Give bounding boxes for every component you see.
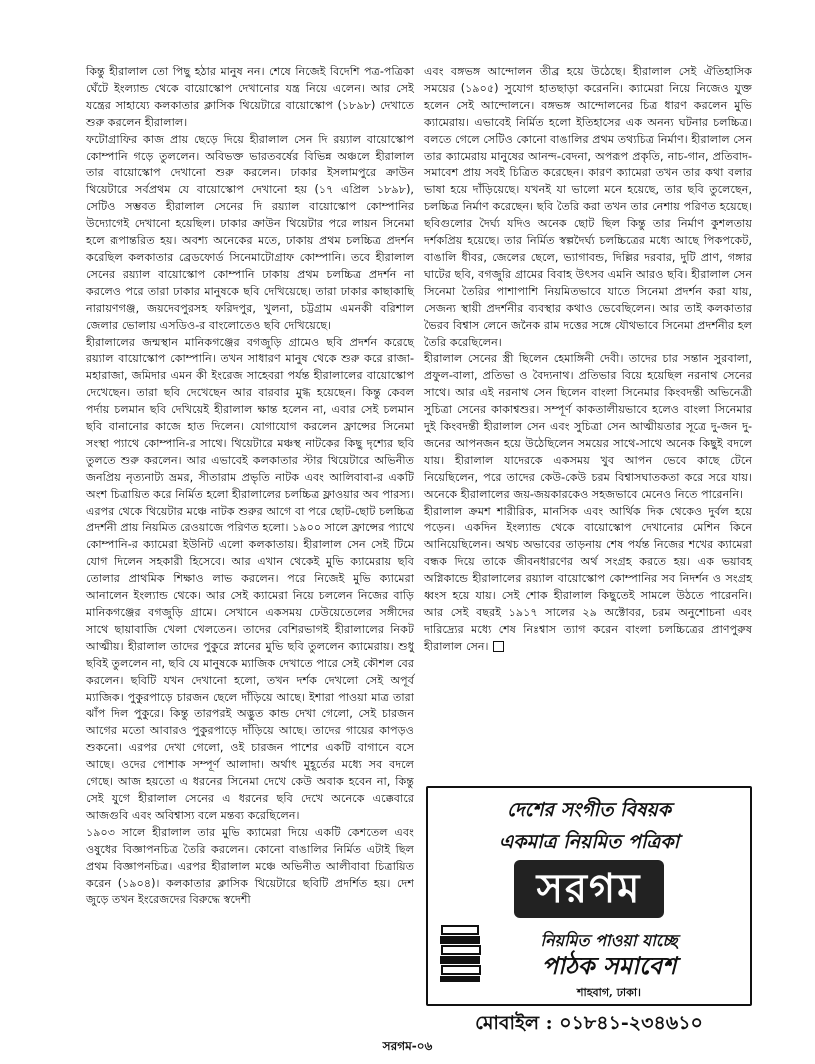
article-column-left xyxy=(86,64,414,909)
paragraph: হীরালাল সেনের স্ত্রী ছিলেন হেমাঙ্গিনী দেবী। তাদের চার সন্তান সুরবালা, প্রফুল-বালা, প্রতিভা ও বৈদ্যনাথ। প্রতিভার বিয়ে হয়েছিল নরনাথ সেনের সাথে। আর এই নরনাথ সেন ছিলেন বাংলা সিনেমার কিংবদন্তী অভিনেত্রী সুচিত্রা সেনের কাকাশ্বশুর। সম্পূর্ণ কাকতালীয়ভাবে হলেও বাংলা সিনেমার দুই কিংবদন্তী হীরালাল সেন এবং সুচিত্রা সেন আত্মীয়তার সূত্রে দু-জন দু-জনের আপনজন হয়ে উঠেছিলেন সময়ের সাথে-সাথে অনেক কিছুই বদলে যায়। হীরালাল যাদেরকে একসময় খুব আপন ভেবে কাছে টেনে নিয়েছিলেন, পরে তাদের কেউ-কেউ চরম বিশ্বাসঘাতকতা করে সরে যায়। অনেকে হীরালালের জয়-জয়কারকেও সহজভাবে মেনেও নিতে পারেননি। xyxy=(424,352,752,501)
paragraph-text: হীরালাল ক্রমশ শারীরিক, মানসিক এবং আর্থিক দিক থেকেও দুর্বল হয়ে পড়েন। একদিন ইংল্যান্ড থেকে বায়োস্কোপ দেখানোর মেশিন কিনে আনিয়েছিলেন। অথচ অভাবের তাড়নায় শেষ পর্যন্ত নিজের শখের ক্যামেরা বন্ধক দিয়ে তাকে জীবনধারণের অর্থ সংগ্রহ করতে হয়। এক ভয়াবহ অগ্নিকান্ডে হীরালালের রয়্যাল বায়োস্কোপ কোম্পানির সব নিদর্শন ও সংগ্রহ ধ্বংস হয়ে যায়। সেই শোক হীরালাল কিছুতেই সামলে উঠতে পারেননি। আর সেই বছরই ১৯১৭ সালের ২৯ অক্টোবর, চরম অনুশোচনা এবং দারিদ্র্যের মধ্যে শেষ নিঃশ্বাস ত্যাগ করেন বাংলা চলচ্চিত্রের প্রাণপুরুষ হীরালাল সেন। xyxy=(424,504,752,653)
page-number: সরগম-০৬ xyxy=(382,1039,433,1053)
paragraph: হীরালালের জন্মস্থান মানিকগঞ্জের বগজুড়ি গ্রামেও ছবি প্রদর্শন করেছে রয়্যাল বায়োস্কোপ কোম্পানি। তখন সাধারণ মানুষ থেকে শুরু করে রাজা-মহারাজা, জমিদার এমন কী ইংরেজ সাহেবরা পর্যন্ত হীরালালের বায়োস্কোপ দেখেছেন। তারা ছবি দেখেছেন আর বারবার মুগ্ধ হয়েছেন। কিন্তু কেবল পর্দায় চলমান ছবি দেখিয়েই হীরালাল ক্ষান্ত হলেন না, এবার সেই চলমান ছবি বানানোর কাজে হাত দিলেন। যোগাযোগ করলেন ফ্রান্সের সিনেমা সংস্থা প্যাথে কোম্পানি-র সাথে। থিয়েটারে মঞ্চস্থ নাটকের কিছু দৃশ্যের ছবি তুলতে শুরু করলেন। আর এভাবেই কলকাতার স্টার থিয়েটারে অভিনীত জনপ্রিয় নৃত্যনাট্য ভ্রমর, সীতারাম প্রভৃতি নাটক এবং আলিবাবা-র একটি অংশ চিত্রায়িত করে নির্মিত হলো হীরালালের চলচ্চিত্র ফ্লাওয়ার অব পারস্য। এরপর থেকে থিয়েটার মঞ্চে নাটক শুরুর আগে বা পরে ছোট-ছোট চলচ্চিত্র প্রদর্শনী প্রায় নিয়মিত রেওয়াজে পরিণত হলো। ১৯০০ সালে ফ্রান্সের প্যাথে কোম্পানি-র ক্যামেরা ইউনিট এলো কলকাতায়। হীরালাল সেন সেই টিমে যোগ দিলেন সহকারী হিসেবে। আর এখান থেকেই মুভি ক্যামেরায় ছবি তোলার প্রাথমিক শিক্ষাও লাভ করলেন। পরে নিজেই মুভি ক্যামেরা আনালেন ইংল্যান্ড থেকে। আর সেই ক্যামেরা নিয়ে চললেন নিজের বাড়ি মানিকগঞ্জের বগজুড়ি গ্রামে। সেখানে একসময় ঢেউয়েতেলের সঙ্গীদের সাথে ছায়াবাজি খেলা খেলতেন। তাদের বেশিরভাগই হীরালালের নিকট আত্মীয়। হীরালাল তাদের পুকুরে স্নানের মুভি ছবি তুললেন ক্যামেরায়। শুধু ছবিই তুললেন না, ছবি যে মানুষকে ম্যাজিক দেখাতে পারে সেই কৌশল বের করলেন। ছবিটি যখন দেখানো হলো, তখন দর্শক দেখলো সেই অপূর্ব ম্যাজিক। পুকুরপাড়ে চারজন ছেলে দাঁড়িয়ে আছে। ইশারা পাওয়া মাত্র তারা ঝাঁপ দিল পুকুরে। কিন্তু তারপরই অদ্ভুত কান্ড দেখা গেলো, সেই চারজন আগের মতো আবারও পুকুরপাড়ে দাঁড়িয়ে আছে। তাদের গায়ের কাপড়ও শুকনো। এরপর দেখা গেলো, ওই চারজন পাশের একটি বাগানে বসে আছে। ওদের পোশাক সম্পূর্ণ আলাদা। অর্থাৎ মুহূর্তের মধ্যে সব বদলে গেছে। আজ হয়তো এ ধরনের সিনেমা দেখে কেউ অবাক হবেন না, কিন্তু সেই যুগে হীরালাল সেনের এ ধরনের ছবি দেখে অনেকে এক্কেবারে আজগুবি এবং অবিশ্বাস্য বলে মন্তব্য করেছিলেন। xyxy=(86,335,414,822)
paragraph: কিন্তু হীরালাল তো পিছু হঠার মানুষ নন। শেষে নিজেই বিদেশি পত্র-পত্রিকা ঘেঁটে ইংল্যান্ড থেকে বায়োস্কোপ দেখানোর যন্ত্র নিয়ে এলেন। আর সেই যন্ত্রের সাহায্যে কলকাতার ক্লাসিক থিয়েটারে বায়োস্কোপ (১৮৯৮) দেখাতে শুরু করলেন হীরালাল। xyxy=(86,65,414,129)
article-column-right xyxy=(424,64,752,656)
paragraph-last xyxy=(424,504,752,656)
end-mark-icon xyxy=(493,641,504,652)
paragraph: এবং বঙ্গভঙ্গ আন্দোলন তীব্র হয়ে উঠেছে। হীরালাল সেই ঐতিহাসিক সময়ের (১৯০৫) সুযোগ হাতছাড়া করেননি। ক্যামেরা নিয়ে নিজেও যুক্ত হলেন সেই আন্দোলনে। বঙ্গভঙ্গ আন্দোলনের চিত্র ধারণ করলেন মুভি ক্যামেরায়। এভাবেই নির্মিত হলো ইতিহাসের এক অনন্য ঘটনার চলচ্চিত্র। বলতে গেলে সেটিও কোনো বাঙালির প্রথম তথ্যচিত্র নির্মাণ। হীরালাল সেন তার ক্যামেরায় মানুষের আনন্দ-বেদনা, অপরূপ প্রকৃতি, নাচ-গান, প্রতিবাদ-সমাবেশ প্রায় সবই চিত্রিত করেছেন। কারণ ক্যামেরা তখন তার কথা বলার ভাষা হয়ে দাঁড়িয়েছে। যখনই যা ভালো মনে হয়েছে, তার ছবি তুলেছেন, চলচ্চিত্র নির্মাণ করেছেন। ছবি তৈরি করা তখন তার নেশায় পরিণত হয়েছে। ছবিগুলোর দৈর্ঘ্য যদিও অনেক ছোট ছিল কিন্তু তার নির্মাণ কুশলতায় দর্শকপ্রিয় হয়েছে। তার নির্মিত স্বল্পদৈর্ঘ্য চলচ্চিত্রের মধ্যে আছে পিকপকেট, বাঙালি ধীবর, জেলের ছেলে, ভ্যাগাবন্ড, দিল্লির দরবার, দুটি প্রাণ, গঙ্গার ঘাটের ছবি, বগজুরি গ্রামের বিবাহ উৎসব এমনি আরও ছবি। হীরালাল সেন সিনেমা তৈরির পাশাপাশি নিয়মিতভাবে যাতে সিনেমা প্রদর্শন করা যায়, সেজন্য স্থায়ী প্রদর্শনীর ব্যবস্থার কথাও ভেবেছিলেন। আর তাই কলকাতার ভৈরব বিশ্বাস লেনে জনৈক রাম দত্তের সঙ্গে যৌথভাবে সিনেমা প্রদর্শনীর হল তৈরি করেছিলেন। xyxy=(424,65,752,349)
paragraph: ১৯০৩ সালে হীরালাল তার মুভি ক্যামেরা দিয়ে একটি কেশতেল এবং ওষুধের বিজ্ঞাপনচিত্র তৈরি করলেন। কোনো বাঙালির নির্মিত এটাই ছিল প্রথম বিজ্ঞাপনচিত্র। এরপর হীরালাল মঞ্চে অভিনীত আলীবাবা চিত্রায়িত করেন (১৯০৪)। কলকাতার ক্লাসিক থিয়েটারে ছবিটি প্রদর্শিত হয়। দেশ জুড়ে তখন ইংরেজদের বিরুদ্ধে স্বদেশী xyxy=(86,825,414,907)
ad-tagline-2: একমাত্র নিয়মিত পত্রিকা xyxy=(498,831,680,853)
advertisement-box xyxy=(426,786,752,1006)
ad-distributor: পাঠক সমাবেশ xyxy=(541,951,677,980)
ad-tagline-1: দেশের সংগীত বিষয়ক xyxy=(506,799,672,821)
paragraph: ফটোগ্রাফির কাজ প্রায় ছেড়ে দিয়ে হীরালাল সেন দি রয়্যাল বায়োস্কোপ কোম্পানি গড়ে তুললেন। অবিভক্ত ভারতবর্ষের বিভিন্ন অঞ্চলে হীরালাল তার বায়োস্কোপ দেখানো শুরু করলেন। ঢাকার ইসলামপুরে ক্রাউন থিয়েটারে সর্বপ্রথম যে বায়োস্কোপ দেখানো হয় (১৭ এপ্রিল ১৮৯৮), সেটিও সম্ভবত হীরালাল সেনের দি রয়্যাল বায়োস্কোপ কোম্পানির উদ্যোগেই দেখানো হয়েছিল। ঢাকার ক্রাউন থিয়েটার পরে লায়ন সিনেমা হলে রূপান্তরিত হয়। অবশ্য অনেকের মতে, ঢাকায় প্রথম চলচ্চিত্র প্রদর্শন করেছিল কলকাতার ব্রেডফোর্ড সিনেমাটোগ্রাফ কোম্পানি। তবে হীরালাল সেনের রয়্যাল বায়োস্কোপ কোম্পানি ঢাকায় প্রথম চলচ্চিত্র প্রদর্শন না করলেও পরে তারা ঢাকার মানুষকে ছবি দেখিয়েছে। তারা ঢাকার কাছাকাছি নারায়ণগঞ্জ, জয়দেবপুরসহ ফরিদপুর, খুলনা, চট্টগ্রাম এমনকী বরিশাল জেলার ভোলায় এসডিও-র বাংলোতেও ছবি দেখিয়েছে। xyxy=(86,132,414,332)
ad-availability: নিয়মিত পাওয়া যাচ্ছে xyxy=(540,931,678,950)
ad-location: শাহবাগ, ঢাকা। xyxy=(577,986,641,999)
magazine-logo: সরগম xyxy=(514,860,664,918)
ad-phone: মোবাইল : ০১৮৪১-২৩৪৬১০ xyxy=(475,1012,703,1034)
